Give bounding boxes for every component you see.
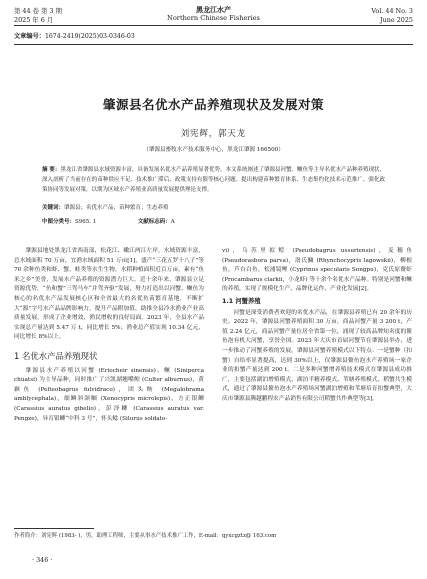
header-rule [14, 25, 413, 26]
abstract [42, 165, 385, 196]
keywords [42, 203, 385, 211]
section-1-heading: 1 名优水产品养殖现状 [14, 350, 98, 361]
intro-paragraph: 肇源县地处黑龙江省西南部，松花江、嫩江两江左岸，水域资源丰富，总水域面积 70 万亩，宜渔水域面积 51 万亩[1]，盛产“三花五罗十八子”等 70 余种鱼类和虾、蟹、蛙类等水生生物，水稻种植面积近百万亩，素有“鱼米之乡”美誉，发展水产品养殖的资源潜力巨大。近十余年来，肇源县立足资源优势，“鱼和蟹”三驾马车“并驾齐驱”发展，努力打造出以河蟹、鳜鱼为核心的名优水产品发展核心区和全省最大的名优鱼苗繁育基地，不断扩大“源”字号水产品品牌影响力，提升产品附加值，助推全县冷水渔业产业高质量发展，形成了企业增效、渔民增收的良好局面。2023 年，全县水产品实现总产量达到 5.47 万 t，同比增长 5%；渔业总产值实现 10.34 亿元，同比增长 8%以上。 [14, 248, 204, 341]
journal-name-en: Northern Chinese Fisheries [167, 14, 260, 22]
doc-code-value: A [170, 219, 175, 225]
paper-title: 肇源县名优水产品养殖现状及发展对策 [102, 97, 324, 112]
crab-paragraph: 河蟹是深受消费者欢迎的名优水产品，在肇源县养殖已有 20 余年的历史。2022 年，肇源县河蟹养殖面积 30 万亩，商品河蟹产量 3 200 t，产值 2.24 亿元，商品河蟹产量位居全省第一位，涌现了较高品牌知名度的鳌鱼泡有机大河蟹，享誉全国。2023 年大庆市首届河蟹节在肇源县举办，进一步推动了河蟹养殖的发展。肇源县河蟹养殖模式以下特点：一是蟹种（扣蟹）自给率显著提高，达到 30%以上，仅肇源县鳌鱼泡水产养殖场一家企业的扣蟹产量达到 200 t。二是多种河蟹增养殖技术模式在肇源县成功推广，主要包括湖泊增殖模式、湖泊半精养模式、苇塘养殖模式、稻蟹共生模式，通过了肇源县鳌鱼泡水产养殖场河蟹湖泊增殖和苇塘培育扣蟹典型，大庆市肇源县腾越鹏程农产品销售有限公司稻蟹共作典型等[3]。 [222, 309, 412, 402]
article-number-value: 1674-2419(2025)03-0346-03 [44, 33, 135, 40]
article-rule [14, 44, 413, 45]
species-paragraph: vi)，乌苏里拟鲿 (Pseudobagrus ussuriensis)，麦穗鱼 (Pseudorasbora parva)，洛氏鱥 (Rhynchocypris lagowskii)，柳根鱼，芦台白鱼，松浦镜鲤 (Cyprinus specularis Songpu)，克氏原鳌虾 (Procambarus clarkii，小龙虾) 等十余个名优水产品种。特别是河蟹和鳜的养殖，实现了规模化生产、品牌化运作、产业化发展[2]。 [222, 248, 412, 293]
clc-label: 中图分类号： [42, 219, 76, 225]
footnote-label: 作者简介： [14, 533, 41, 539]
page-number: · 346 · [32, 556, 53, 564]
abstract-label: 摘 要： [42, 167, 61, 173]
affiliation: （肇源县畜牧水产技术服务中心，黑龙江肇源 166500） [143, 147, 284, 153]
clc-value: S965. 1 [75, 219, 97, 225]
date-cn: 2025 年 6 月 [14, 16, 54, 24]
abstract-text: 黑龙江省肇源县水域资源丰富，具备发展名优水产品养殖显著优势。本文系统阐述了肇源县河蟹、鳜鱼等主导名优水产品种养殖现状，深入剖析了当前存在的苗种供应不足、技术推广滞后、政策支持有限等核心问题。提出构建苗种繁育体系、生态集约化技术示范推广、强化政策协同等发展对策，以期为区域水产养殖业高质量发展提供理论支撑。 [42, 167, 385, 194]
classification [42, 217, 385, 225]
volume-issue-en: Vol. 44 No. 3 [371, 7, 413, 15]
subsection-1-1-heading: 1.1 河蟹养殖 [222, 297, 261, 305]
date-en: June 2025 [380, 16, 413, 24]
keywords-text: 肇源县；名优水产品；苗种繁育；生态养殖 [64, 205, 169, 211]
journal-name [0, 5, 427, 23]
author-footnote [14, 531, 276, 539]
volume-issue-cn: 第 44 卷 第 3 期 [14, 7, 62, 15]
keywords-label: 关键词： [42, 205, 65, 211]
footnote-rule [14, 528, 94, 529]
article-number-label: 文章编号： [14, 33, 45, 40]
left-column [14, 247, 204, 424]
header-volume-en [371, 7, 413, 25]
journal-name-cn: 黑龙江水产 [196, 5, 231, 14]
section-1-paragraph: 肇源县水产养殖以河蟹 (Eriocheir sinensis)、鳜 (Siniperca chuatsi) 为主导品种，同时推广了兴凯湖翘嘴鲌 (Culter alburnus)，黄颡鱼 (Pelteobagrus fulvidraco)，团头鲂 (Megalobrama amblycephala)，细鳞斜颌鲴 (Xenocypris microlepis)，方正银鲫 (Carassius auratus gibelio)，彭泽鲫 (Carassius auratus var. Pengze)，异育银鲫“中科 3 号”，怀头鲶 (Silurus soldato- [14, 367, 204, 422]
doc-code-label: 文献标志码： [137, 219, 171, 225]
authors: 刘宪辉，郭天龙 [180, 128, 247, 138]
article-number [14, 31, 135, 40]
right-column [222, 247, 412, 405]
footnote-text: 刘宪辉 (1983- )，男，助理工程师，主要从事水产技术推广工作，E-mail：qyxcgztz@ 163.com [40, 533, 277, 539]
